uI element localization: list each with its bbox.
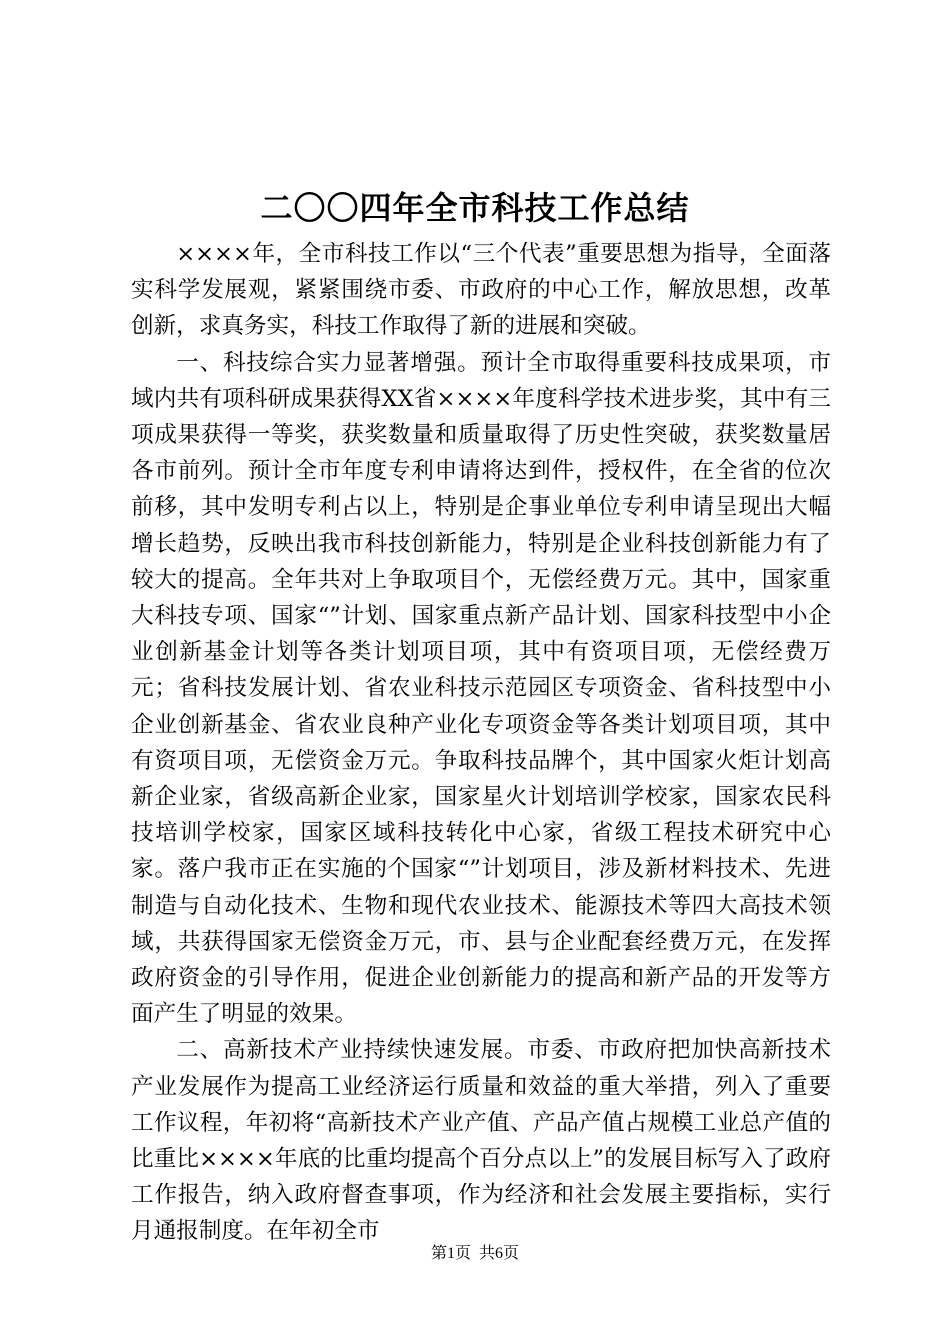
paragraph-intro: ××××年，全市科技工作以“三个代表”重要思想为指导，全面落实科学发展观，紧紧围绕市委、市政府的中心工作，解放思想，改革创新，求真务实，科技工作取得了新的进展和突破。 [131, 241, 831, 340]
page-total: 共6页 [479, 1245, 520, 1262]
paragraph-section-2: 二、高新技术产业持续快速发展。市委、市政府把加快高新技术产业发展作为提高工业经济运行质量和效益的重大举措，列入了重要工作议程，年初将“高新技术产业产值、产品产值占规模工业总产值的比重比××××年底的比重均提高个百分点以上”的发展目标写入了政府工作报告，纳入政府督查事项，作为经济和社会发展主要指标，实行月通报制度。在年初全市 [131, 1037, 831, 1245]
document-body [131, 236, 831, 1250]
page-footer [0, 1243, 950, 1265]
paragraph-section-1: 一、科技综合实力显著增强。预计全市取得重要科技成果项，市域内共有项科研成果获得XX省××××年度科学技术进步奖，其中有三项成果获得一等奖，获奖数量和质量取得了历史性突破，获奖数量居各市前列。预计全市年度专利申请将达到件，授权件，在全省的位次前移，其中发明专利占以上，特别是企事业单位专利申请呈现出大幅增长趋势，反映出我市科技创新能力，特别是企业科技创新能力有了较大的提高。全年共对上争取项目个，无偿经费万元。其中，国家重大科技专项、国家“”计划、国家重点新产品计划、国家科技型中小企业创新基金计划等各类计划项目项，其中有资项目项，无偿经费万元；省科技发展计划、省农业科技示范园区专项资金、省科技型中小企业创新基金、省农业良种产业化专项资金等各类计划项目项，其中有资项目项，无偿资金万元。争取科技品牌个，其中国家火炬计划高新企业家，省级高新企业家，国家星火计划培训学校家，国家农民科技培训学校家，国家区域科技转化中心家，省级工程技术研究中心家。落户我市正在实施的个国家“”计划项目，涉及新材料技术、先进制造与自动化技术、生物和现代农业技术、能源技术等四大高技术领域，共获得国家无偿资金万元，市、县与企业配套经费万元，在发挥政府资金的引导作用，促进企业创新能力的提高和新产品的开发等方面产生了明显的效果。 [131, 349, 831, 1028]
page-number: 第1页 [430, 1245, 471, 1262]
document-title: 二〇〇四年全市科技工作总结 [260, 189, 690, 227]
